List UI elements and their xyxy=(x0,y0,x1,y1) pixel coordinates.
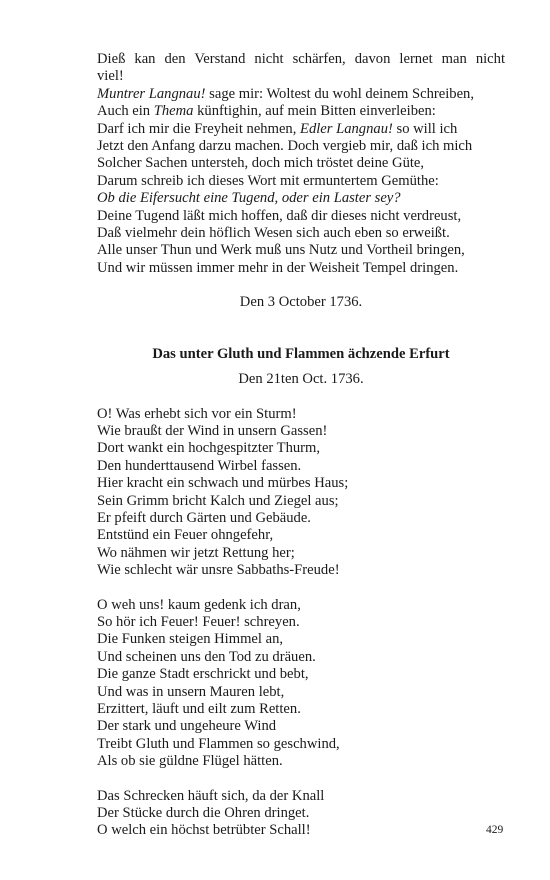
verse-line: O! Was erhebt sich vor ein Sturm! xyxy=(97,405,297,422)
verse-line: O weh uns! kaum gedenk ich dran, xyxy=(97,596,301,613)
text-line: Dieß kan den Verstand nicht schärfen, davon lernet man nicht xyxy=(97,51,505,67)
verse-line: Das Schrecken häuft sich, da der Knall xyxy=(97,787,325,804)
text-line: Alle unser Thun und Werk muß uns Nutz und Vortheil bringen, xyxy=(97,242,465,259)
verse-line: Treibt Gluth und Flammen so geschwind, xyxy=(97,735,340,752)
text-span: so will ich xyxy=(392,120,458,137)
prose-block xyxy=(97,51,505,277)
text-line: Daß vielmehr dein höflich Wesen sich auch eben so erweißt. xyxy=(97,225,450,242)
verse-line: Entstünd ein Feuer ohngefehr, xyxy=(97,527,274,544)
page-content xyxy=(97,51,505,840)
text-span: künftighin, auf mein Bitten einverleiben: xyxy=(193,103,436,120)
verse-line: Wo nähmen wir jetzt Rettung her; xyxy=(97,544,295,561)
verse-line: Der Stücke durch die Ohren dringet. xyxy=(97,805,310,822)
verse-line: Als ob sie güldne Flügel hätten. xyxy=(97,753,283,770)
verse-line: Den hunderttausend Wirbel fassen. xyxy=(97,457,302,474)
text-span: sage mir: Woltest du wohl deinem Schreiben, xyxy=(205,85,475,102)
text-span: Darf ich mir die Freyheit nehmen, xyxy=(97,120,301,137)
poem-title: Das unter Gluth und Flammen ächzende Erfurt xyxy=(152,345,450,362)
text-span: Auch ein xyxy=(97,103,154,120)
text-line xyxy=(97,86,505,103)
verse-line: Erzittert, läuft und eilt zum Retten. xyxy=(97,701,301,717)
italic-span: Thema xyxy=(153,103,194,120)
verse-line: Und scheinen uns den Tod zu dräuen. xyxy=(97,648,316,665)
verse-line: Die ganze Stadt erschrickt und bebt, xyxy=(97,666,309,683)
italic-span: Edler Langnau! xyxy=(300,120,393,137)
verse-line: Der stark und ungeheure Wind xyxy=(97,718,277,735)
text-line: Deine Tugend läßt mich hoffen, daß dir dieses nicht verdreust, xyxy=(97,207,462,224)
date-line: Den 3 October 1736. xyxy=(239,294,363,311)
text-line: Und wir müssen immer mehr in der Weisheit Tempel dringen. xyxy=(97,259,459,276)
verse-line: Sein Grimm bricht Kalch und Ziegel aus; xyxy=(97,492,339,509)
verse-line: Die Funken steigen Himmel an, xyxy=(97,631,284,648)
text-line: Jetzt den Anfang darzu machen. Doch vergieb mir, daß ich mich xyxy=(97,138,473,155)
text-line: viel! xyxy=(97,68,124,85)
verse-line: O welch ein höchst betrübter Schall! xyxy=(97,822,311,839)
page-number: 429 xyxy=(486,824,504,836)
text-line: Ob die Eifersucht eine Tugend, oder ein Laster sey? xyxy=(97,190,401,207)
verse-line: Hier kracht ein schwach und mürbes Haus; xyxy=(97,475,349,492)
italic-span: Muntrer Langnau! xyxy=(97,85,206,102)
text-line xyxy=(97,121,505,138)
text-line: Darum schreib ich dieses Wort mit ermuntertem Gemüthe: xyxy=(97,172,439,189)
poem-date: Den 21ten Oct. 1736. xyxy=(238,371,364,388)
stanza xyxy=(97,406,505,580)
verse-line: Wie schlecht wär unsre Sabbaths-Freude! xyxy=(97,562,340,579)
stanza xyxy=(97,597,505,771)
text-line xyxy=(97,103,505,120)
verse-line: Wie braußt der Wind in unsern Gassen! xyxy=(97,422,328,439)
stanza xyxy=(97,788,505,840)
text-line: Solcher Sachen untersteh, doch mich tröstet deine Güte, xyxy=(97,155,425,172)
verse-line: Und was in unsern Mauren lebt, xyxy=(97,683,285,700)
verse-line: So hör ich Feuer! Feuer! schreyen. xyxy=(97,613,300,630)
verse-line: Dort wankt ein hochgespitzter Thurm, xyxy=(97,440,321,457)
verse-line: Er pfeift durch Gärten und Gebäude. xyxy=(97,509,311,526)
